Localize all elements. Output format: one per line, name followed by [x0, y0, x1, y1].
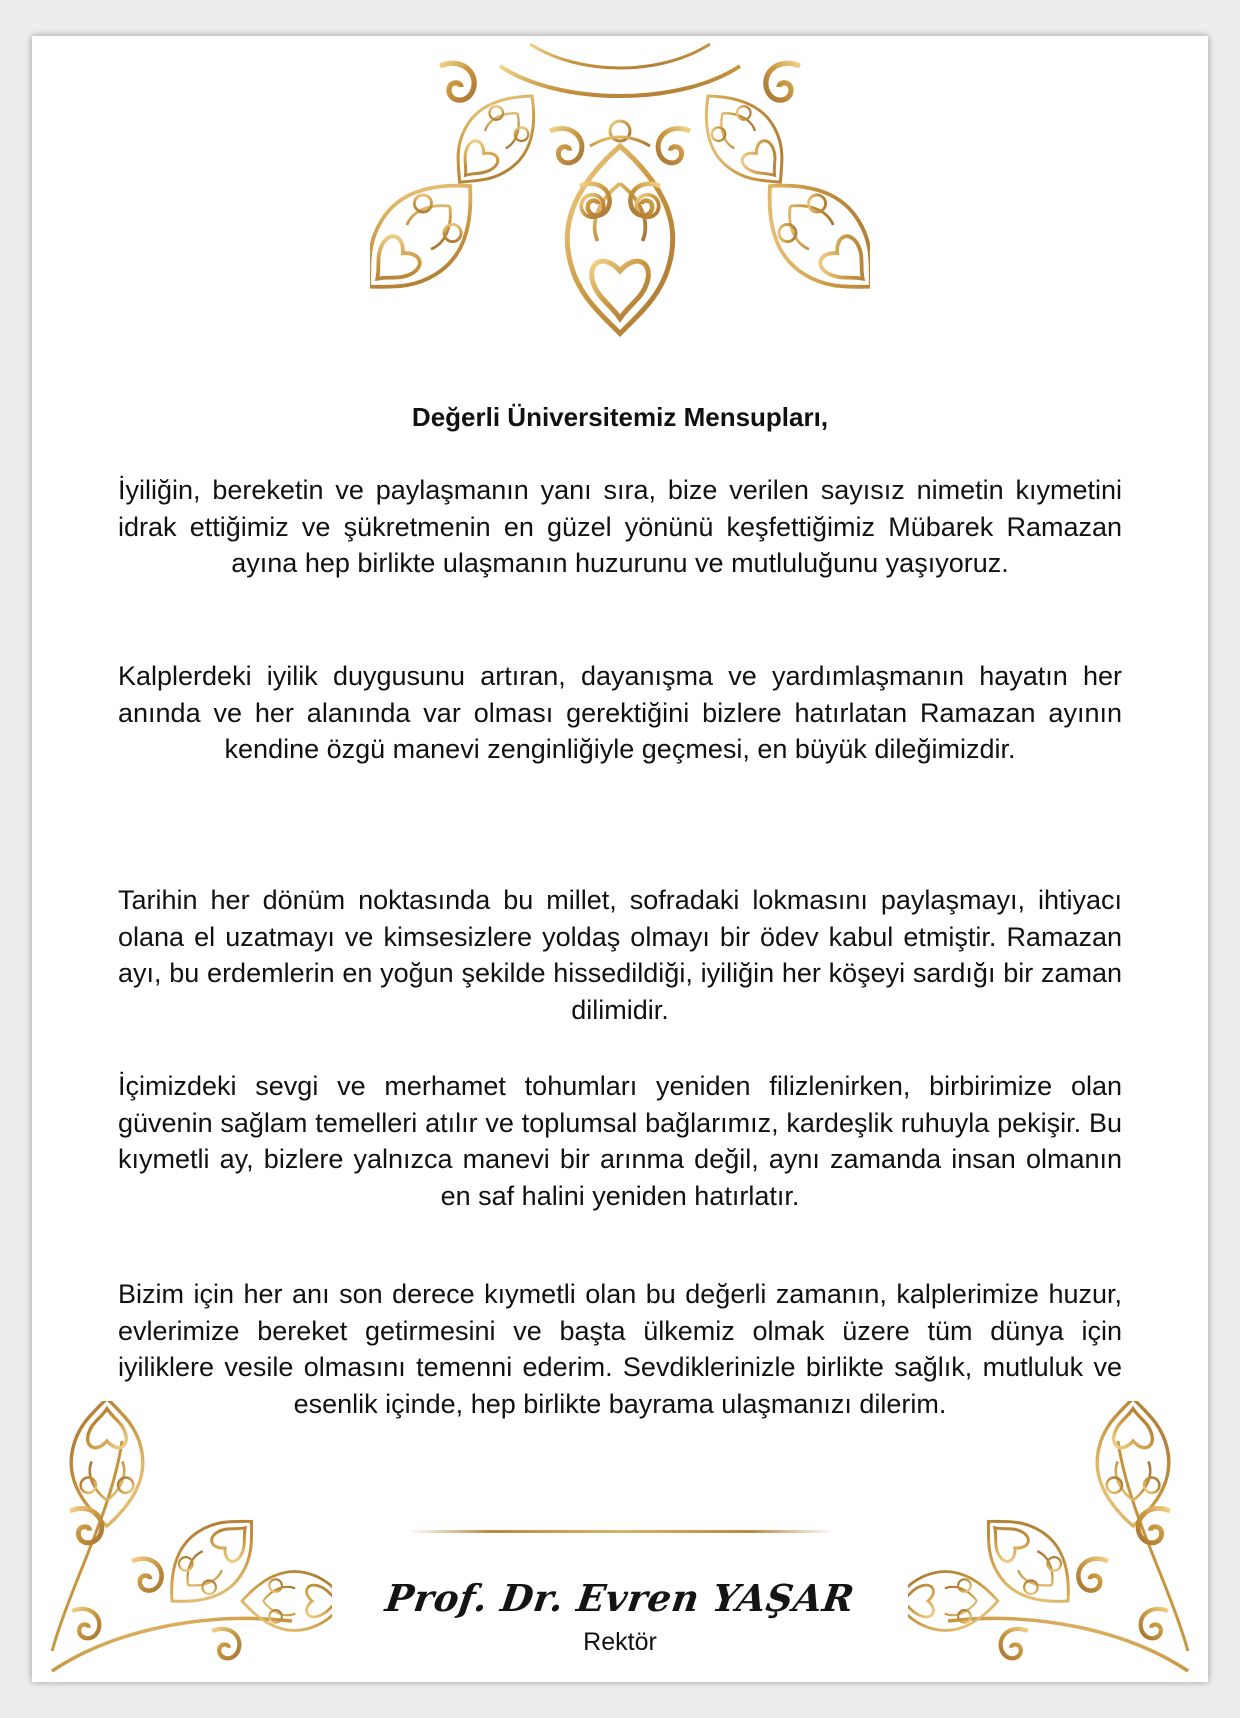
salutation: Değerli Üniversitemiz Mensupları,: [411, 402, 829, 432]
paragraph-1: İyiliğin, bereketin ve paylaşmanın yanı sıra, bize verilen sayısız nimetin kıymetini idrak ettiğimiz ve şükretmenin en güzel yönünü keşfettiğimiz Mübarek Ramazan ayına hep birlikte ulaşmanın huzurunu ve mutluluğunu yaşıyoruz.: [118, 475, 1122, 578]
paragraph-2: Kalplerdeki iyilik duygusunu artıran, dayanışma ve yardımlaşmanın hayatın her anında ve her alanında var olması gerektiğini bizlere hatırlatan Ramazan ayının kendine özgü manevi zenginliğiyle geçmesi, en büyük dileğimizdir.: [118, 661, 1122, 764]
letter-page: [32, 36, 1208, 1682]
paragraph-5: Bizim için her anı son derece kıymetli olan bu değerli zamanın, kalplerimize huzur, evlerimize bereket getirmesini ve başta ülkemiz olmak üzere tüm dünya için iyiliklere vesile olmasını temenni ederim. Sevdiklerinizle birlikte sağlık, mutluluk ve esenlik içinde, hep birlikte bayrama ulaşmanızı dilerim.: [118, 1279, 1122, 1419]
signature: Prof. Dr. Evren YAŞAR: [382, 1576, 858, 1620]
paragraph-3: Tarihin her dönüm noktasında bu millet, sofradaki lokmasını paylaşmayı, ihtiyacı olana el uzatmayı ve kimsesizlere yoldaş olmayı bir ödev kabul etmiştir. Ramazan ayı, bu erdemlerin en yoğun şekilde hissedildiği, iyiliğin her köşeyi sardığı bir zaman dilimidir.: [118, 885, 1122, 1025]
paragraph-4: İçimizdeki sevgi ve merhamet tohumları yeniden filizlenirken, birbirimize olan güvenin sağlam temelleri atılır ve toplumsal bağlarımız, kardeşlik ruhuyla pekişir. Bu kıymetli ay, bizlere yalnızca manevi bir arınma değil, aynı zamanda insan olmanın en saf halini yeniden hatırlatır.: [118, 1071, 1122, 1211]
signatory-title: Rektör: [583, 1628, 657, 1656]
signature-divider: [407, 1530, 835, 1533]
mandala-ornament-icon: [370, 36, 870, 396]
